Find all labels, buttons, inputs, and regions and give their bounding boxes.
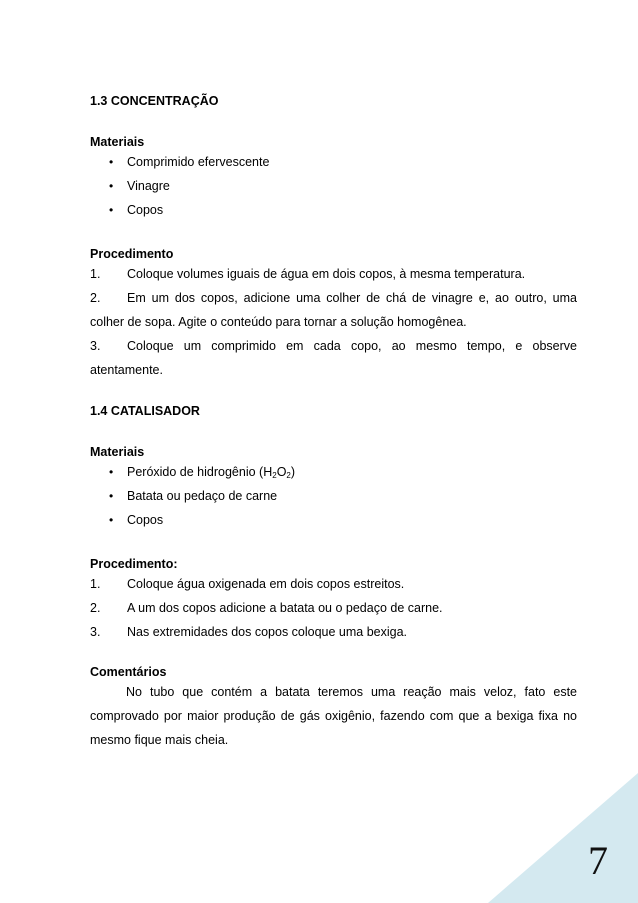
list-item: • Vinagre [90,174,577,198]
list-item: • Comprimido efervescente [90,150,577,174]
page-content [90,92,577,752]
procedure-heading-1: Procedimento [90,247,174,261]
bullet-icon: • [109,155,114,169]
bullet-icon: • [109,465,114,479]
procedure-step: 1. Coloque volumes iguais de água em dois copos, à mesma temperatura. [90,267,526,281]
materials-list-2 [90,460,577,532]
list-item: • Copos [90,198,577,222]
section-title-concentracao: 1.3 CONCENTRAÇÃO [90,94,219,108]
bullet-icon: • [109,203,114,217]
materials-heading-2: Materiais [90,445,145,459]
procedure-step: 3. Nas extremidades dos copos coloque uma bexiga. [90,625,408,639]
list-item: • Batata ou pedaço de carne [90,484,577,508]
materials-list-1 [90,150,577,222]
procedure-step: 1. Coloque água oxigenada em dois copos estreitos. [90,577,405,591]
bullet-icon: • [109,489,114,503]
corner-decoration [488,773,638,903]
procedure-step: 3. Coloque um comprimido em cada copo, ao mesmo tempo, e observe atentamente. [90,339,577,377]
list-item: • Copos [90,508,577,532]
bullet-icon: • [109,513,114,527]
section-title-catalisador: 1.4 CATALISADOR [90,404,200,418]
comments-paragraph: No tubo que contém a batata teremos uma reação mais veloz, fato este comprovado por maior produção de gás oxigênio, fazendo com que a bexiga fixa no mesmo fique mais cheia. [90,685,577,747]
list-item: • Peróxido de hidrogênio $(H_2O_2)$ [90,460,577,484]
bullet-icon: • [109,179,114,193]
corner-triangle [488,773,638,903]
procedure-step: 2. Em um dos copos, adicione uma colher de chá de vinagre e, ao outro, uma colher de sopa. Agite o conteúdo para tornar a solução homogênea. [90,291,577,329]
procedure-heading-2: Procedimento: [90,557,178,571]
page-number: 7 [588,838,608,883]
comments-heading: Comentários [90,665,167,679]
procedure-step: 2. A um dos copos adicione a batata ou o pedaço de carne. [90,601,443,615]
materials-heading-1: Materiais [90,135,145,149]
